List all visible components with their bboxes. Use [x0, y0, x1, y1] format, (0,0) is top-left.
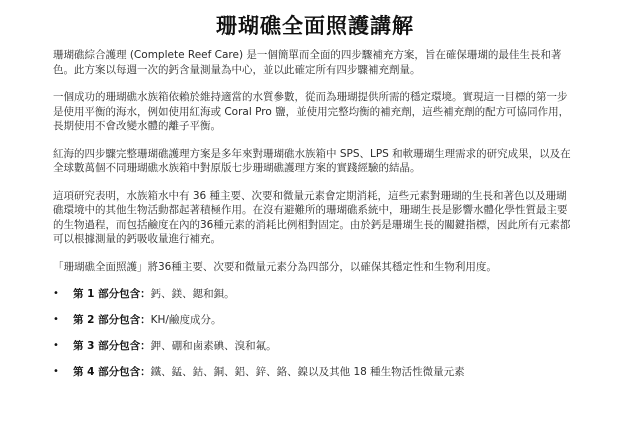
bullet-icon: • [53, 314, 59, 325]
part-text: 鐵、錳、鈷、銅、鋁、鋅、鉻、鎳以及其他 18 種生物活性微量元素 [150, 366, 465, 378]
four-parts-paragraph: 「珊瑚礁全面照護」將36種主要、次要和微量元素分為四部分，以確保其穩定性和生物利用度。 [53, 260, 497, 273]
part-text: 鈣、鎂、鍶和鋇。 [150, 288, 235, 300]
part-label: 第 1 部分包含： [73, 288, 151, 300]
research-paragraph: 紅海的四步驟完整珊瑚礁護理方案是多年來對珊瑚礁水族箱中 SPS、LPS 和軟珊瑚生理需求的研究成果，以及在全球數萬個不同珊瑚礁水族箱中對原版七步珊瑚礁護理方案的實踐經驗的結晶。 [53, 147, 571, 174]
list-item-part-2 [53, 313, 573, 327]
list-item-part-4 [53, 365, 573, 379]
water-quality-paragraph: 一個成功的珊瑚礁水族箱依賴於維持適當的水質參數，從而為珊瑚提供所需的穩定環境。實現這一目標的第一步是使用平衡的海水，例如使用紅海或 Coral Pro 鹽，並使用完整均衡的補充劑，這些補充劑的配方可協同作用，長期使用不會改變水體的離子平衡。 [53, 91, 570, 132]
part-text: 鉀、硼和鹵素碘、溴和氟。 [150, 340, 277, 352]
part-text: KH/鹼度成分。 [150, 314, 222, 326]
intro-paragraph: 珊瑚礁綜合護理 (Complete Reef Care) 是一個簡單而全面的四步驟補充方案，旨在確保珊瑚的最佳生長和著色。此方案以每週一次的鈣含量測量為中心，並以此確定所有四步驟補充劑量。 [53, 49, 562, 76]
parts-list [53, 287, 573, 379]
elements-paragraph: 這項研究表明，水族箱水中有 36 種主要、次要和微量元素會定期消耗，這些元素對珊瑚的生長和著色以及珊瑚礁環境中的其他生物活動都起著積極作用。在沒有避難所的珊瑚礁系統中，珊瑚生長是影響水體化學性質最主要的生物過程，而包括鹼度在內的36種元素的消耗比例相對固定。由於鈣是珊瑚生長的關鍵指標，因此所有元素都可以根據測量的鈣吸收量進行補充。 [53, 189, 571, 245]
list-item-part-1 [53, 287, 573, 301]
bullet-icon: • [53, 366, 59, 377]
part-label: 第 4 部分包含： [73, 366, 151, 378]
part-label: 第 3 部分包含： [73, 340, 151, 352]
bullet-icon: • [53, 340, 59, 351]
document-title: 珊瑚礁全面照護講解 [216, 14, 414, 38]
list-item-part-3 [53, 339, 573, 353]
bullet-icon: • [53, 288, 59, 299]
part-label: 第 2 部分包含： [73, 314, 151, 326]
